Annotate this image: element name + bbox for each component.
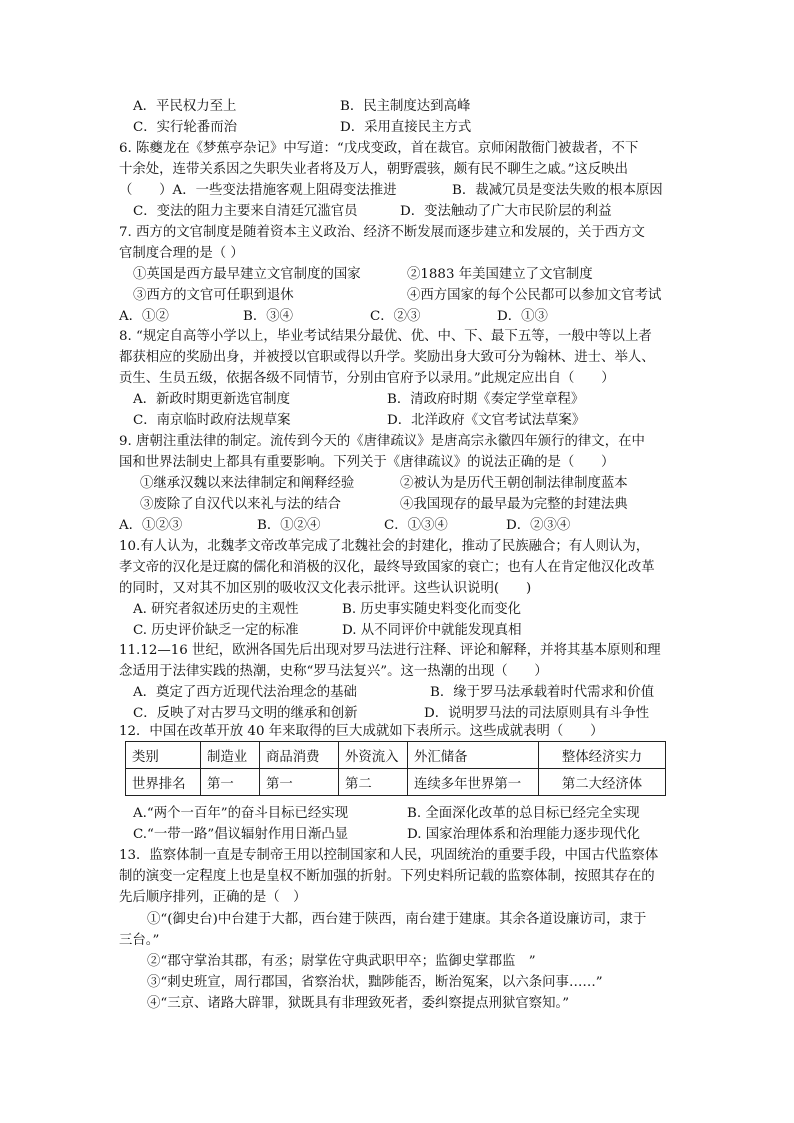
q9-statement-4: ④我国现存的最早最为完整的封建法典	[400, 497, 628, 512]
q12-option-b: B. 全面深化改革的总目标已经完全实现	[407, 806, 640, 821]
q7-statement-1: ①英国是西方最早建立文官制度的国家	[133, 267, 361, 282]
q7-statement-2: ②1883 年美国建立了文官制度	[407, 267, 593, 282]
q10-option-d: D. 从不同评价中就能发现真相	[342, 623, 522, 638]
table-header-cell: 外汇储备	[408, 742, 539, 769]
q6-option-c: C．变法的阻力主要来自清廷冗滥官员	[133, 204, 358, 219]
q11-option-d: D．说明罗马法的司法原则具有斗争性	[424, 706, 649, 721]
q5-option-d: D．采用直接民主方式	[340, 120, 472, 135]
table-cell: 第一	[201, 769, 260, 796]
q12-stem: 12．中国在改革开放 40 年来取得的巨大成就如下表所示。这些成就表明（ ）	[119, 724, 604, 739]
q10-stem-line2: 孝文帝的汉化是迂腐的儒化和消极的汉化，最终导致国家的衰亡；也有人在肯定他汉化改革	[119, 560, 655, 575]
q11-option-a: A．奠定了西方近现代法治理念的基础	[133, 685, 357, 700]
table-header-cell: 商品消费	[260, 742, 339, 769]
q8-stem-line1: 8. “规定自高等小学以上，毕业考试结果分最优、优、中、下、最下五等，一般中等以上者	[119, 329, 652, 344]
q13-source-2: ②“郡守掌治其郡，有丞；尉掌佐守典武职甲卒；监御史掌郡监 ”	[147, 954, 536, 969]
q8-stem-line2: 都获相应的奖励出身，并被授以官职或得以升学。奖励出身大致可分为翰林、进士、举人、	[119, 350, 655, 365]
q9-statement-3: ③废除了自汉代以来礼与法的结合	[140, 497, 341, 512]
q10-stem-line3: 的同时，又对其不加区别的吸收汉文化表示批评。这些认识说明( )	[119, 581, 532, 596]
q11-stem-line1: 11.12—16 世纪，欧洲各国先后出现对罗马法进行注释、评论和解释，并将其基本原则和理	[119, 643, 661, 658]
q9-stem-line1: 9. 唐朝注重法律的制定。流传到今天的《唐律疏议》是唐高宗永徽四年颁行的律文，在中	[119, 434, 645, 449]
q12-option-a: A.“两个一百年”的奋斗目标已经实现	[133, 806, 349, 821]
q13-source-1-line2: 三台。”	[119, 933, 160, 948]
table-header-cell: 制造业	[201, 742, 260, 769]
q7-statement-4: ④西方国家的每个公民都可以参加文官考试	[407, 288, 662, 303]
q5-option-a: A．平民权力至上	[133, 99, 237, 114]
q13-source-4: ④“三京、诸路大辟罪，狱既具有非理致死者，委纠察提点刑狱官察知。”	[147, 996, 570, 1011]
q7-stem-line2: 官制度合理的是（ ）	[119, 246, 244, 261]
table-header-cell: 类别	[126, 742, 201, 769]
q9-statement-1: ①继承汉魏以来法律制定和阐释经验	[140, 476, 355, 491]
q6-option-a: （ ）A．一些变法措施客观上阻碍变法推进	[119, 183, 397, 198]
table-header-cell: 外资流入	[339, 742, 408, 769]
q9-option-c: C．①③④	[384, 518, 448, 533]
q9-stem-line2: 国和世界法制史上都具有重要影响。下列关于《唐律疏议》的说法正确的是（ ）	[119, 455, 615, 470]
q7-statement-3: ③西方的文官可任职到退休	[133, 288, 294, 303]
q9-statement-2: ②被认为是历代王朝创制法律制度蓝本	[400, 476, 628, 491]
q13-source-3: ③“刺史班宣，周行郡国，省察治状，黜陟能否，断治冤案，以六条问事……”	[147, 975, 603, 990]
q7-option-b: B．③④	[243, 309, 294, 324]
table-cell: 第二	[339, 769, 408, 796]
q12-option-d: D. 国家治理体系和治理能力逐步现代化	[407, 827, 641, 842]
q9-option-d: D．②③④	[506, 518, 571, 533]
q7-option-d: D．①③	[497, 309, 548, 324]
q11-option-c: C．反映了对古罗马文明的继承和创新	[133, 706, 358, 721]
q10-option-b: B. 历史事实随史料变化而变化	[342, 602, 522, 617]
q8-option-a: A．新政时期更新选官制度	[133, 392, 290, 407]
q8-option-d: D．北洋政府《文官考试法草案》	[387, 413, 586, 428]
table-cell: 第一	[260, 769, 339, 796]
table-cell: 世界排名	[126, 769, 201, 796]
table-header-row	[126, 742, 666, 769]
table-header-cell: 整体经济实力	[539, 742, 666, 769]
q10-stem-line1: 10.有人认为，北魏孝文帝改革完成了北魏社会的封建化，推动了民族融合；有人则认为，	[119, 539, 650, 554]
q11-option-b: B．缘于罗马法承载着时代需求和价值	[430, 685, 655, 700]
q13-source-1-line1: ①“(御史台)中台建于大都，西台建于陕西，南台建于建康。其余各道设廉访司，隶于	[147, 912, 647, 927]
q7-option-a: A．①②	[119, 309, 169, 324]
table-row	[126, 769, 666, 796]
q9-option-a: A．①②③	[119, 518, 183, 533]
q7-option-c: C．②③	[370, 309, 421, 324]
q8-stem-line3: 贡生、生员五级，依据各级不同情节，分别由官府予以录用。”此规定应出自（ ）	[119, 371, 615, 386]
q5-option-b: B．民主制度达到高峰	[340, 99, 471, 114]
q8-option-b: B．清政府时期《奏定学堂章程》	[387, 392, 585, 407]
q10-option-c: C. 历史评价缺乏一定的标准	[133, 623, 299, 638]
q6-option-d: D．变法触动了广大市民阶层的利益	[400, 204, 612, 219]
q8-option-c: C．南京临时政府法规草案	[133, 413, 291, 428]
table-cell: 第二大经济体	[539, 769, 666, 796]
q6-stem-line1: 6. 陈夔龙在《梦蕉亭杂记》中写道：“戊戌变政，首在裁官。京师闲散衙门被裁者，不下	[119, 141, 639, 156]
q13-stem-line3: 先后顺序排列，正确的是（ ）	[119, 890, 307, 905]
q13-stem-line1: 13．监察体制一直是专制帝王用以控制国家和人民，巩固统治的重要手段，中国古代监察体	[119, 848, 659, 863]
table-cell: 连续多年世界第一	[408, 769, 539, 796]
q9-option-b: B．①②④	[257, 518, 321, 533]
q7-stem-line1: 7. 西方的文官制度是随着资本主义政治、经济不断发展而逐步建立和发展的，关于西方文	[119, 225, 645, 240]
q12-achievement-table	[125, 741, 666, 796]
q13-stem-line2: 制的演变一定程度上也是皇权不断加强的折射。下列史料所记载的监察体制，按照其存在的	[119, 869, 655, 884]
q10-option-a: A. 研究者叙述历史的主观性	[133, 602, 299, 617]
q5-option-c: C．实行轮番而治	[133, 120, 237, 135]
q6-option-b: B．裁减冗员是变法失败的根本原因	[452, 183, 663, 198]
q12-option-c: C.“一带一路”倡议辐射作用日渐凸显	[133, 827, 349, 842]
q6-stem-line2: 十余处，连带关系因之失职失业者将及万人，朝野震骇，颇有民不聊生之戚。”这反映出	[119, 162, 628, 177]
q11-stem-line2: 念适用于法律实践的热潮，史称“罗马法复兴”。这一热潮的出现（ ）	[119, 664, 548, 679]
